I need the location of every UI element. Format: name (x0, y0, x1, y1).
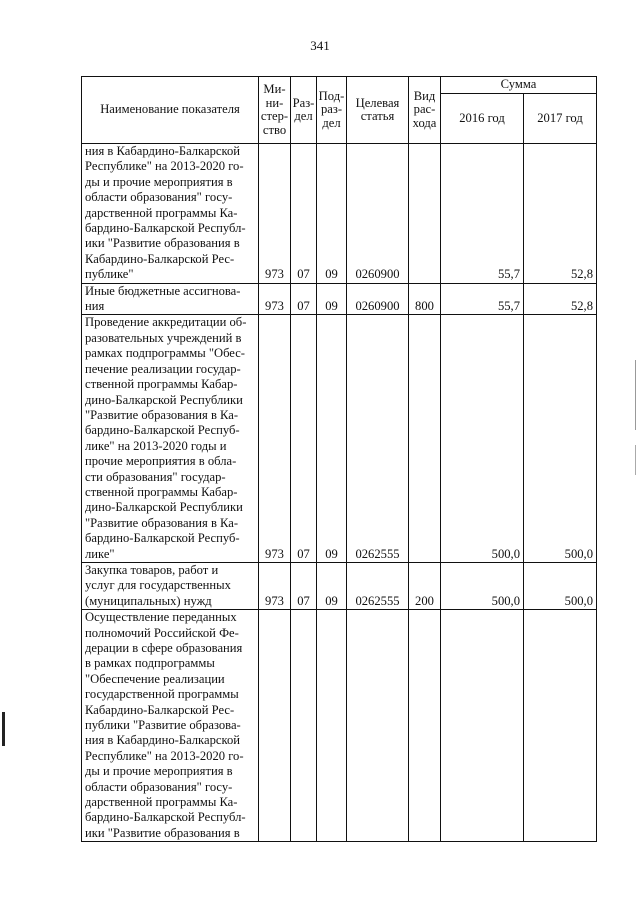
cell-sum-2016: 500,0 (441, 562, 524, 609)
cell-indicator-name (82, 283, 259, 315)
cell-ministry: 973 (259, 315, 291, 563)
name-line: дарственной программы Ка- (85, 795, 238, 810)
cell-sum-2017: 52,8 (524, 144, 597, 284)
name-line: бардино-Балкарской Республ- (85, 221, 246, 236)
header-section: Раз- дел (291, 77, 317, 144)
cell-expense-type (409, 144, 441, 284)
name-line: Республике" на 2013-2020 го- (85, 159, 244, 174)
name-line: сти образования" государ- (85, 469, 226, 484)
name-line: Закупка товаров, работ и (85, 562, 219, 577)
cell-sum-2016: 55,7 (441, 144, 524, 284)
table-row (82, 315, 597, 563)
cell-sum-2017: 500,0 (524, 562, 597, 609)
header-year-2016: 2016 год (441, 94, 524, 144)
name-line: дино-Балкарской Республики (85, 500, 243, 515)
cell-sum-2017: 500,0 (524, 315, 597, 563)
name-line: Кабардино-Балкарской Рес- (85, 702, 235, 717)
cell-section: 07 (291, 283, 317, 315)
name-line: Республике" на 2013-2020 го- (85, 748, 244, 763)
cell-sum-2016 (441, 610, 524, 842)
cell-subsection (317, 610, 347, 842)
name-line: "Развитие образования в Ка- (85, 515, 239, 530)
table-row (82, 144, 597, 284)
name-line: Кабардино-Балкарской Рес- (85, 251, 235, 266)
table-header (82, 77, 597, 144)
name-line: ния в Кабардино-Балкарской (85, 733, 240, 748)
cell-sum-2017: 52,8 (524, 283, 597, 315)
name-line: "Развитие образования в Ка- (85, 407, 239, 422)
name-line: "Обеспечение реализации (85, 671, 225, 686)
page-number: 341 (310, 38, 330, 53)
cell-expense-type: 800 (409, 283, 441, 315)
header-expense-type: Вид рас- хода (409, 77, 441, 144)
name-line: бардино-Балкарской Республ- (85, 810, 246, 825)
name-line: публики "Развитие образова- (85, 718, 241, 733)
cell-target-article: 0260900 (347, 144, 409, 284)
header-target-article: Целевая статья (347, 77, 409, 144)
header-sum: Сумма (441, 77, 597, 94)
cell-indicator-name (82, 315, 259, 563)
cell-section: 07 (291, 562, 317, 609)
name-line: лике" на 2013-2020 годы и (85, 438, 227, 453)
header-year-2017: 2017 год (524, 94, 597, 144)
cell-sum-2016: 500,0 (441, 315, 524, 563)
name-line: разовательных учреждений в (85, 330, 242, 345)
cell-indicator-name (82, 610, 259, 842)
cell-ministry: 973 (259, 562, 291, 609)
name-line: дино-Балкарской Республики (85, 392, 243, 407)
cell-section (291, 610, 317, 842)
cell-section: 07 (291, 315, 317, 563)
budget-table (81, 76, 597, 842)
scan-edge-mark (635, 360, 638, 430)
name-line: Осуществление переданных (85, 610, 237, 625)
name-line: (муниципальных) нужд (85, 593, 212, 608)
name-line: публике" (85, 267, 134, 282)
cell-subsection: 09 (317, 144, 347, 284)
name-line: ственной программы Кабар- (85, 377, 238, 392)
cell-target-article: 0262555 (347, 315, 409, 563)
scan-edge-mark (2, 712, 5, 746)
table-row (82, 562, 597, 609)
header-ministry: Ми- ни- стер- ство (259, 77, 291, 144)
name-line: услуг для государственных (85, 578, 231, 593)
cell-subsection: 09 (317, 315, 347, 563)
name-line: ики "Развитие образования в (85, 236, 240, 251)
name-line: области образования" госу- (85, 190, 233, 205)
name-line: лике" (85, 546, 115, 561)
cell-sum-2017 (524, 610, 597, 842)
cell-subsection: 09 (317, 283, 347, 315)
header-subsection: Под- раз- дел (317, 77, 347, 144)
cell-indicator-name (82, 144, 259, 284)
name-line: ственной программы Кабар- (85, 484, 238, 499)
name-line: дерации в сфере образования (85, 641, 243, 655)
cell-ministry: 973 (259, 144, 291, 284)
name-line: ды и прочие мероприятия в (85, 174, 233, 189)
name-line: рамках подпрограммы "Обес- (85, 346, 245, 361)
cell-indicator-name (82, 562, 259, 609)
name-line: Иные бюджетные ассигнова- (85, 283, 241, 298)
cell-target-article (347, 610, 409, 842)
name-line: области образования" госу- (85, 779, 233, 794)
name-line: ния в Кабардино-Балкарской (85, 144, 240, 158)
name-line: дарственной программы Ка- (85, 205, 238, 220)
name-line: бардино-Балкарской Респуб- (85, 423, 240, 438)
name-line: прочие мероприятия в обла- (85, 454, 237, 469)
name-line: в рамках подпрограммы (85, 656, 215, 671)
cell-subsection: 09 (317, 562, 347, 609)
cell-section: 07 (291, 144, 317, 284)
name-line: государственной программы (85, 687, 239, 702)
name-line: печение реализации государ- (85, 361, 241, 376)
cell-expense-type (409, 610, 441, 842)
scan-edge-mark (635, 445, 638, 475)
table-row (82, 283, 597, 315)
cell-expense-type (409, 315, 441, 563)
header-name: Наименование показателя (82, 77, 259, 144)
cell-target-article: 0262555 (347, 562, 409, 609)
name-line: ды и прочие мероприятия в (85, 764, 233, 779)
name-line: бардино-Балкарской Респуб- (85, 531, 240, 546)
name-line: ния (85, 299, 105, 314)
cell-ministry: 973 (259, 283, 291, 315)
name-line: полномочий Российской Фе- (85, 625, 239, 640)
cell-expense-type: 200 (409, 562, 441, 609)
cell-ministry (259, 610, 291, 842)
cell-sum-2016: 55,7 (441, 283, 524, 315)
cell-target-article: 0260900 (347, 283, 409, 315)
name-line: ики "Развитие образования в (85, 825, 240, 840)
name-line: Проведение аккредитации об- (85, 315, 247, 330)
table-row (82, 610, 597, 842)
